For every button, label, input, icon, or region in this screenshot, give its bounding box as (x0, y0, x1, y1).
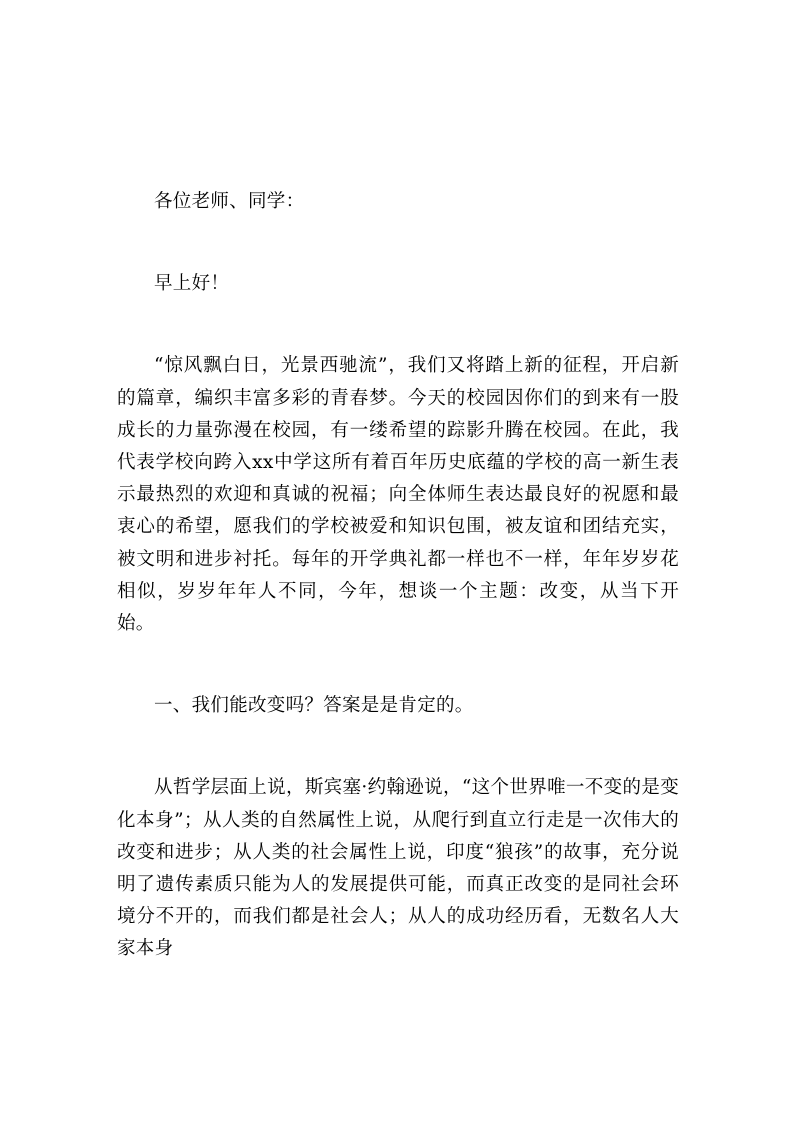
greeting: 早上好！ (154, 273, 230, 295)
paragraph-body: 从哲学层面上说，斯宾塞·约翰逊说，“这个世界唯一不变的是变化本身”；从人类的自然属性上说，从爬行到直立行走是一次伟大的改变和进步；从人类的社会属性上说，印度“狼孩”的故事，充分说明了遗传素质只能为人的发展提供可能，而真正改变的是同社会环境分不开的，而我们都是社会人；从人的成功经历看，无数名人大家本身 (117, 777, 679, 960)
document-page (117, 186, 679, 966)
salutation: 各位老师、同学： (154, 191, 305, 212)
paragraph-opening: “惊风飘白日，光景西驰流”，我们又将踏上新的征程，开启新的篇章，编织丰富多彩的青春梦。今天的校园因你们的到来有一股成长的力量弥漫在校园，有一缕希望的踪影升腾在校园。在此，我代表学校向跨入xx中学这所有着百年历史底蕴的学校的高一新生表示最热烈的欢迎和真诚的祝福；向全体师生表达最良好的祝愿和最衷心的希望，愿我们的学校被爱和知识包围，被友谊和团结充实，被文明和进步衬托。每年的开学典礼都一样也不一样，年年岁岁花相似，岁岁年年人不同，今年，想谈一个主题：改变，从当下开始。 (117, 355, 679, 635)
section-heading: 一、我们能改变吗？答案是是肯定的。 (154, 695, 474, 717)
